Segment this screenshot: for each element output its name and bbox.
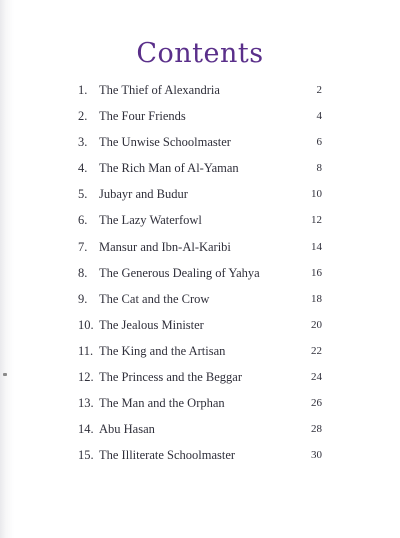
toc-entry-title: Mansur and Ibn-Al-Karibi bbox=[99, 239, 231, 254]
toc-entry bbox=[78, 185, 322, 211]
toc-entry bbox=[78, 211, 322, 237]
toc-entry-number: 9. bbox=[78, 291, 88, 306]
toc-entry-title: The Lazy Waterfowl bbox=[99, 213, 202, 228]
toc-entry-title: The Rich Man of Al-Yaman bbox=[99, 161, 239, 176]
toc-entry-page-number: 12 bbox=[311, 214, 322, 227]
toc-entry-page-number: 10 bbox=[311, 188, 322, 201]
toc-entry-page-number: 26 bbox=[311, 397, 322, 410]
toc-entry bbox=[78, 446, 322, 472]
toc-entry-number: 8. bbox=[78, 265, 88, 280]
toc-entry-title: The Thief of Alexandria bbox=[99, 83, 220, 97]
toc-entry bbox=[78, 238, 322, 264]
toc-entry-number: 12. bbox=[78, 370, 94, 385]
toc-entry-number: 11. bbox=[78, 343, 94, 358]
toc-entry-page-number: 6 bbox=[316, 136, 322, 149]
toc-entry-title: The Cat and the Crow bbox=[99, 291, 210, 306]
toc-entry bbox=[78, 420, 322, 446]
toc-entry-number: 5. bbox=[78, 187, 88, 202]
toc-entry-number: 10. bbox=[78, 317, 94, 332]
toc-entry-page-number: 24 bbox=[311, 371, 322, 384]
toc-entry-number: 13. bbox=[78, 396, 94, 411]
toc-entry-number: 3. bbox=[78, 135, 88, 150]
toc-entry-page-number: 16 bbox=[311, 266, 322, 279]
toc-entry-title: The Generous Dealing of Yahya bbox=[99, 265, 260, 280]
page-edge-mark bbox=[3, 373, 7, 376]
toc-entry bbox=[78, 368, 322, 394]
toc-entry-number: 2. bbox=[78, 109, 88, 124]
toc-entry-page-number: 28 bbox=[311, 423, 322, 436]
toc-entry-page-number: 22 bbox=[311, 344, 322, 357]
toc-entry-title: The King and the Artisan bbox=[99, 343, 226, 358]
toc-entry-page-number: 4 bbox=[316, 110, 322, 123]
toc-entry-number: 7. bbox=[78, 239, 88, 254]
toc-entry-page-number: 20 bbox=[311, 318, 322, 331]
toc-entry bbox=[78, 81, 322, 107]
toc-entry-page-number: 30 bbox=[311, 449, 322, 462]
toc-entry-page-number: 18 bbox=[311, 292, 322, 305]
toc-entry-title: The Princess and the Beggar bbox=[99, 370, 243, 385]
toc-entry bbox=[78, 394, 322, 420]
toc-entry-title: The Man and the Orphan bbox=[99, 396, 225, 411]
toc-entry-number: 14. bbox=[78, 422, 94, 437]
toc-entry-title: The Unwise Schoolmaster bbox=[99, 135, 231, 150]
toc-entry bbox=[78, 316, 322, 342]
toc-entry-title: The Four Friends bbox=[99, 109, 186, 124]
toc-entry-number: 4. bbox=[78, 161, 88, 176]
toc-entry-page-number: 14 bbox=[311, 240, 322, 253]
toc-entry bbox=[78, 159, 322, 185]
toc-entry-page-number: 2 bbox=[316, 84, 322, 96]
toc-entry-number: 6. bbox=[78, 213, 88, 228]
page-title: Contents bbox=[136, 38, 264, 69]
table-of-contents bbox=[78, 81, 322, 472]
toc-entry-title: Jubayr and Budur bbox=[99, 187, 188, 202]
toc-entry bbox=[78, 107, 322, 133]
toc-entry bbox=[78, 342, 322, 368]
toc-entry-number: 1. bbox=[78, 83, 88, 97]
toc-entry bbox=[78, 133, 322, 159]
toc-entry-title: The Jealous Minister bbox=[99, 317, 204, 332]
toc-entry-title: Abu Hasan bbox=[99, 422, 155, 437]
toc-entry-title: The Illiterate Schoolmaster bbox=[99, 448, 236, 463]
toc-entry-number: 15. bbox=[78, 448, 94, 463]
toc-entry-page-number: 8 bbox=[316, 162, 322, 175]
toc-entry bbox=[78, 290, 322, 316]
toc-entry bbox=[78, 264, 322, 290]
